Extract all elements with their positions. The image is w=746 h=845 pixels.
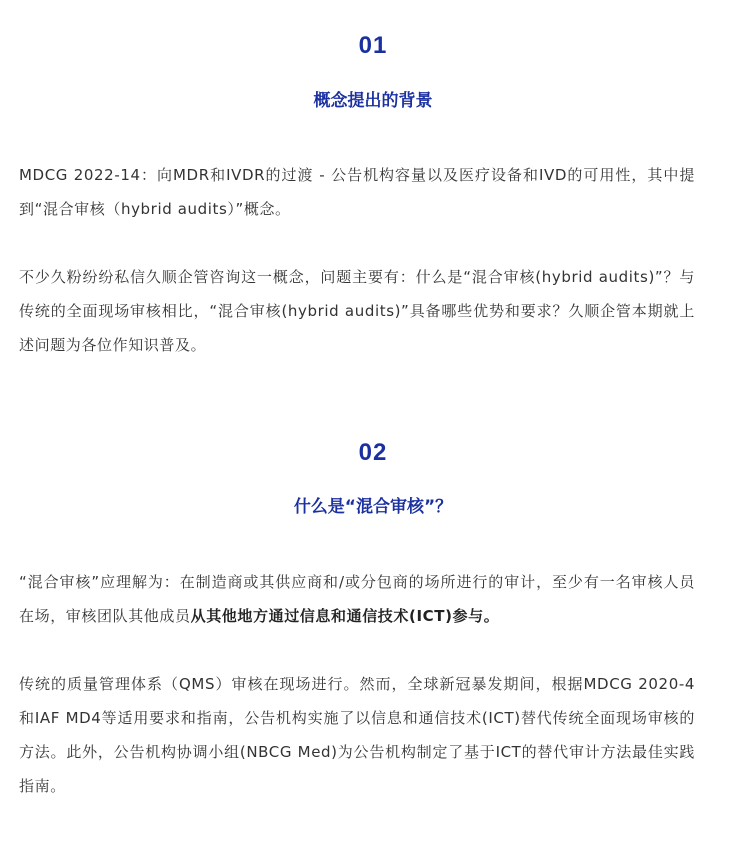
section-number-01: 01: [358, 32, 388, 59]
paragraph-hybrid-definition: [19, 565, 695, 633]
section-number-02: 02: [358, 439, 388, 466]
definition-text: “混合审核”应理解为：在制造商或其供应商和/或分包商的场所进行的审计，至少有一名审核人员在场，审核团队其他成员: [19, 573, 695, 625]
paragraph-reader-questions: 不少久粉纷纷私信久顺企管咨询这一概念，问题主要有：什么是“混合审核(hybrid audits)”？与传统的全面现场审核相比，“混合审核(hybrid audits)”具备哪些优势和要求？久顺企管本期就上述问题为各位作知识普及。: [19, 268, 695, 354]
paragraph-mdcg-intro: MDCG 2022-14：向MDR和IVDR的过渡 - 公告机构容量以及医疗设备和IVD的可用性，其中提到“混合审核（hybrid audits）”概念。: [19, 166, 695, 218]
paragraph-traditional-qms: 传统的质量管理体系（QMS）审核在现场进行。然而，全球新冠暴发期间，根据MDCG 2020-4和IAF MD4等适用要求和指南，公告机构实施了以信息和通信技术(ICT)替代传统全面现场审核的方法。此外，公告机构协调小组(NBCG Med)为公告机构制定了基于ICT的替代审计方法最佳实践指南。: [19, 675, 695, 795]
section-title-background: 概念提出的背景: [313, 91, 433, 111]
section-title-hybrid-audit: 什么是“混合审核”？: [293, 497, 453, 517]
definition-emphasis: 从其他地方通过信息和通信技术(ICT)参与。: [190, 607, 500, 625]
